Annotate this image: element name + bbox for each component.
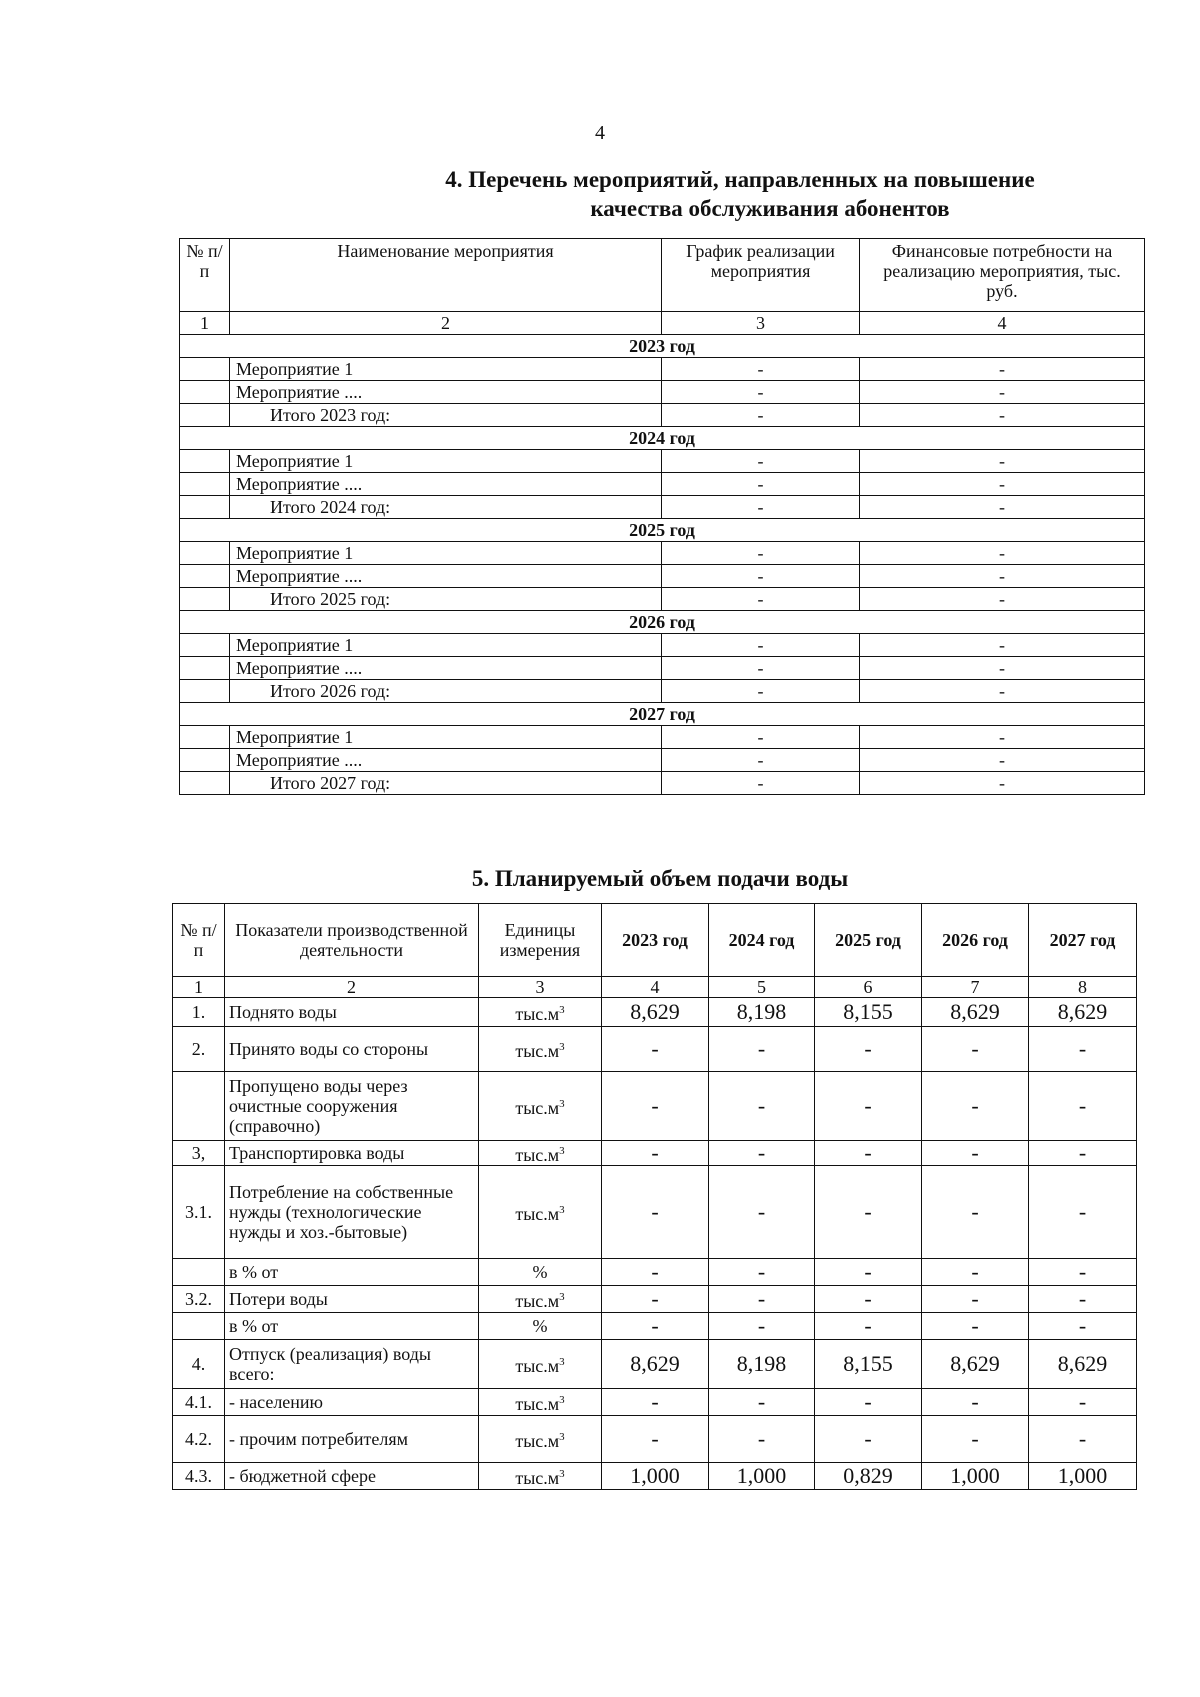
total-label: Итого 2023 год:: [230, 404, 662, 427]
section5-title: 5. Планируемый объем подачи воды: [471, 866, 849, 891]
value-2024: 1,000: [709, 1463, 815, 1490]
indicator-name: Транспортировка воды: [225, 1141, 479, 1166]
unit-text: тыс.м: [515, 1145, 560, 1165]
unit-cell: [479, 1463, 602, 1490]
col-num-6: 6: [815, 977, 922, 998]
header-year-2025: 2025 год: [815, 904, 922, 977]
header-schedule: График реализации мероприятия: [662, 239, 860, 312]
finance-value: -: [860, 588, 1145, 611]
measure-row: [180, 565, 1145, 588]
row-num: [180, 680, 230, 703]
table-row: [173, 1027, 1137, 1072]
value-2027: -: [1029, 1286, 1137, 1313]
row-num: [180, 726, 230, 749]
row-num: 4.3.: [173, 1463, 225, 1490]
table-row: [173, 1166, 1137, 1259]
measures-table-header: [180, 239, 1145, 312]
col-num-4: 4: [602, 977, 709, 998]
col-num-1: 1: [173, 977, 225, 998]
value-2025: -: [815, 1313, 922, 1340]
value-2025: -: [815, 1072, 922, 1141]
value-2025: -: [815, 1259, 922, 1286]
year-label: 2027 год: [180, 703, 1145, 726]
row-num: [180, 634, 230, 657]
value-2025: -: [815, 1389, 922, 1416]
measure-row: [180, 381, 1145, 404]
value-2023: -: [602, 1286, 709, 1313]
row-num: 3.1.: [173, 1166, 225, 1259]
row-num: [180, 588, 230, 611]
finance-value: -: [860, 473, 1145, 496]
value-2023: -: [602, 1389, 709, 1416]
table-row: [173, 1072, 1137, 1141]
table-row: [173, 1259, 1137, 1286]
row-num: 1.: [173, 998, 225, 1027]
value-2023: -: [602, 1166, 709, 1259]
finance-value: -: [860, 496, 1145, 519]
finance-value: -: [860, 565, 1145, 588]
row-num: [180, 358, 230, 381]
unit-superscript: 3: [559, 1468, 565, 1480]
value-2024: -: [709, 1166, 815, 1259]
indicator-name: Поднято воды: [225, 998, 479, 1027]
schedule-value: -: [662, 680, 860, 703]
value-2023: -: [602, 1313, 709, 1340]
indicator-name: Потери воды: [225, 1286, 479, 1313]
measure-name: Мероприятие 1: [230, 634, 662, 657]
unit-cell: [479, 1072, 602, 1141]
value-2027: 8,629: [1029, 1340, 1137, 1389]
unit-text: тыс.м: [515, 1004, 560, 1024]
schedule-value: -: [662, 381, 860, 404]
measure-row: [180, 657, 1145, 680]
value-2024: -: [709, 1027, 815, 1072]
row-num: [180, 450, 230, 473]
year-label: 2026 год: [180, 611, 1145, 634]
value-2025: -: [815, 1416, 922, 1463]
row-num: [180, 381, 230, 404]
unit-cell: [479, 1286, 602, 1313]
measure-row: [180, 496, 1145, 519]
unit-superscript: 3: [559, 1431, 565, 1443]
finance-value: -: [860, 381, 1145, 404]
total-label: Итого 2027 год:: [230, 772, 662, 795]
schedule-value: -: [662, 565, 860, 588]
value-2023: -: [602, 1259, 709, 1286]
finance-value: -: [860, 542, 1145, 565]
year-label: 2023 год: [180, 335, 1145, 358]
schedule-value: -: [662, 726, 860, 749]
header-name: Наименование мероприятия: [230, 239, 662, 312]
finance-value: -: [860, 680, 1145, 703]
row-num: [173, 1259, 225, 1286]
table-row: [173, 1313, 1137, 1340]
row-num: 4.1.: [173, 1389, 225, 1416]
finance-value: -: [860, 404, 1145, 427]
table-row: [173, 1463, 1137, 1490]
schedule-value: -: [662, 634, 860, 657]
schedule-value: -: [662, 496, 860, 519]
value-2027: -: [1029, 1389, 1137, 1416]
header-unit: Единицы измерения: [479, 904, 602, 977]
schedule-value: -: [662, 450, 860, 473]
schedule-value: -: [662, 749, 860, 772]
value-2024: -: [709, 1259, 815, 1286]
value-2027: -: [1029, 1313, 1137, 1340]
row-num: 2.: [173, 1027, 225, 1072]
value-2025: -: [815, 1286, 922, 1313]
schedule-value: -: [662, 542, 860, 565]
schedule-value: -: [662, 657, 860, 680]
unit-cell: [479, 998, 602, 1027]
value-2024: -: [709, 1389, 815, 1416]
page-number: 4: [595, 122, 605, 144]
total-label: Итого 2025 год:: [230, 588, 662, 611]
measure-name: Мероприятие ....: [230, 657, 662, 680]
finance-value: -: [860, 726, 1145, 749]
measure-row: [180, 749, 1145, 772]
col-num-4: 4: [860, 312, 1145, 335]
measure-name: Мероприятие 1: [230, 542, 662, 565]
unit-superscript: 3: [559, 1145, 565, 1157]
value-2027: 8,629: [1029, 998, 1137, 1027]
col-num-2: 2: [230, 312, 662, 335]
finance-value: -: [860, 657, 1145, 680]
table-row: [173, 1389, 1137, 1416]
header-year-2023: 2023 год: [602, 904, 709, 977]
value-2023: 8,629: [602, 998, 709, 1027]
year-row: [180, 335, 1145, 358]
measure-name: Мероприятие ....: [230, 381, 662, 404]
value-2026: -: [922, 1389, 1029, 1416]
unit-text: тыс.м: [515, 1041, 560, 1061]
schedule-value: -: [662, 473, 860, 496]
indicator-name: Отпуск (реализация) воды всего:: [225, 1340, 479, 1389]
measure-row: [180, 726, 1145, 749]
measure-row: [180, 542, 1145, 565]
finance-value: -: [860, 358, 1145, 381]
unit-text: тыс.м: [515, 1204, 560, 1224]
unit-cell: %: [479, 1259, 602, 1286]
value-2023: 8,629: [602, 1340, 709, 1389]
col-num-5: 5: [709, 977, 815, 998]
indicator-name: - населению: [225, 1389, 479, 1416]
value-2027: -: [1029, 1166, 1137, 1259]
measure-name: Мероприятие ....: [230, 565, 662, 588]
value-2023: -: [602, 1416, 709, 1463]
indicator-name: Принято воды со стороны: [225, 1027, 479, 1072]
row-num: [180, 496, 230, 519]
section4-title: [330, 165, 1150, 223]
value-2025: -: [815, 1166, 922, 1259]
measure-row: [180, 404, 1145, 427]
measure-row: [180, 473, 1145, 496]
value-2027: -: [1029, 1416, 1137, 1463]
measure-row: [180, 634, 1145, 657]
row-num: [180, 772, 230, 795]
unit-text: тыс.м: [515, 1356, 560, 1376]
value-2025: -: [815, 1027, 922, 1072]
water-supply-table: [172, 903, 1137, 1490]
section4-title-line1: 4. Перечень мероприятий, направленных на повышение: [445, 167, 1035, 192]
unit-superscript: 3: [559, 1204, 565, 1216]
value-2024: -: [709, 1072, 815, 1141]
water-table-header: [173, 904, 1137, 977]
row-num: [180, 565, 230, 588]
value-2026: 8,629: [922, 1340, 1029, 1389]
header-year-2026: 2026 год: [922, 904, 1029, 977]
value-2027: -: [1029, 1027, 1137, 1072]
year-label: 2024 год: [180, 427, 1145, 450]
value-2026: -: [922, 1141, 1029, 1166]
measure-name: Мероприятие 1: [230, 450, 662, 473]
value-2024: 8,198: [709, 1340, 815, 1389]
measure-name: Мероприятие 1: [230, 358, 662, 381]
value-2026: -: [922, 1027, 1029, 1072]
unit-cell: [479, 1141, 602, 1166]
unit-superscript: 3: [559, 1291, 565, 1303]
value-2025: 0,829: [815, 1463, 922, 1490]
unit-cell: [479, 1027, 602, 1072]
row-num: 4.2.: [173, 1416, 225, 1463]
unit-text: тыс.м: [515, 1098, 560, 1118]
unit-cell: [479, 1416, 602, 1463]
measure-name: Мероприятие ....: [230, 749, 662, 772]
unit-superscript: 3: [559, 1098, 565, 1110]
row-num: [173, 1072, 225, 1141]
indicator-name: - прочим потребителям: [225, 1416, 479, 1463]
value-2025: -: [815, 1141, 922, 1166]
header-year-2027: 2027 год: [1029, 904, 1137, 977]
table-row: [173, 1416, 1137, 1463]
measure-row: [180, 358, 1145, 381]
row-num: 3,: [173, 1141, 225, 1166]
indicator-name: в % от: [225, 1259, 479, 1286]
value-2024: -: [709, 1416, 815, 1463]
unit-superscript: 3: [559, 1356, 565, 1368]
total-label: Итого 2026 год:: [230, 680, 662, 703]
unit-text: тыс.м: [515, 1291, 560, 1311]
unit-superscript: 3: [559, 1004, 565, 1016]
value-2026: -: [922, 1072, 1029, 1141]
measures-table: [179, 238, 1145, 795]
schedule-value: -: [662, 404, 860, 427]
unit-superscript: 3: [559, 1394, 565, 1406]
value-2026: -: [922, 1416, 1029, 1463]
value-2025: 8,155: [815, 998, 922, 1027]
row-num: [180, 473, 230, 496]
measure-row: [180, 772, 1145, 795]
table-row: [173, 1286, 1137, 1313]
value-2024: 8,198: [709, 998, 815, 1027]
header-num: № п/п: [180, 239, 230, 312]
row-num: 3.2.: [173, 1286, 225, 1313]
row-num: [173, 1313, 225, 1340]
col-num-3: 3: [662, 312, 860, 335]
value-2023: -: [602, 1027, 709, 1072]
measure-name: Мероприятие 1: [230, 726, 662, 749]
year-label: 2025 год: [180, 519, 1145, 542]
value-2027: -: [1029, 1141, 1137, 1166]
value-2027: 1,000: [1029, 1463, 1137, 1490]
section4-title-line2: качества обслуживания абонентов: [590, 196, 950, 221]
value-2027: -: [1029, 1259, 1137, 1286]
value-2023: -: [602, 1141, 709, 1166]
value-2026: 1,000: [922, 1463, 1029, 1490]
header-finance: Финансовые потребности на реализацию мероприятия, тыс. руб.: [860, 239, 1145, 312]
measure-row: [180, 680, 1145, 703]
value-2023: -: [602, 1072, 709, 1141]
value-2027: -: [1029, 1072, 1137, 1141]
year-row: [180, 427, 1145, 450]
column-numbers-row: [180, 312, 1145, 335]
value-2026: -: [922, 1286, 1029, 1313]
value-2026: -: [922, 1166, 1029, 1259]
measure-row: [180, 450, 1145, 473]
value-2024: -: [709, 1141, 815, 1166]
finance-value: -: [860, 749, 1145, 772]
finance-value: -: [860, 634, 1145, 657]
unit-text: тыс.м: [515, 1394, 560, 1414]
value-2026: -: [922, 1313, 1029, 1340]
value-2023: 1,000: [602, 1463, 709, 1490]
unit-text: тыс.м: [515, 1468, 560, 1488]
measure-name: Мероприятие ....: [230, 473, 662, 496]
column-numbers-row: [173, 977, 1137, 998]
measure-row: [180, 588, 1145, 611]
row-num: [180, 749, 230, 772]
value-2026: -: [922, 1259, 1029, 1286]
unit-cell: [479, 1389, 602, 1416]
header-indicator: Показатели производственной деятельности: [225, 904, 479, 977]
finance-value: -: [860, 450, 1145, 473]
indicator-name: в % от: [225, 1313, 479, 1340]
schedule-value: -: [662, 588, 860, 611]
unit-cell: %: [479, 1313, 602, 1340]
water-table-body: [173, 998, 1137, 1490]
year-row: [180, 611, 1145, 634]
unit-superscript: 3: [559, 1041, 565, 1053]
col-num-1: 1: [180, 312, 230, 335]
unit-cell: [479, 1166, 602, 1259]
header-num: № п/п: [173, 904, 225, 977]
schedule-value: -: [662, 772, 860, 795]
col-num-7: 7: [922, 977, 1029, 998]
table-row: [173, 1141, 1137, 1166]
indicator-name: Потребление на собственные нужды (технологические нужды и хоз.-бытовые): [225, 1166, 479, 1259]
header-year-2024: 2024 год: [709, 904, 815, 977]
value-2024: -: [709, 1286, 815, 1313]
unit-cell: [479, 1340, 602, 1389]
row-num: 4.: [173, 1340, 225, 1389]
col-num-2: 2: [225, 977, 479, 998]
row-num: [180, 657, 230, 680]
table-row: [173, 1340, 1137, 1389]
value-2024: -: [709, 1313, 815, 1340]
indicator-name: - бюджетной сфере: [225, 1463, 479, 1490]
unit-text: тыс.м: [515, 1431, 560, 1451]
total-label: Итого 2024 год:: [230, 496, 662, 519]
value-2025: 8,155: [815, 1340, 922, 1389]
col-num-3: 3: [479, 977, 602, 998]
value-2026: 8,629: [922, 998, 1029, 1027]
year-row: [180, 519, 1145, 542]
measures-table-body: [180, 335, 1145, 795]
year-row: [180, 703, 1145, 726]
row-num: [180, 542, 230, 565]
col-num-8: 8: [1029, 977, 1137, 998]
schedule-value: -: [662, 358, 860, 381]
table-row: [173, 998, 1137, 1027]
indicator-name: Пропущено воды через очистные сооружения (справочно): [225, 1072, 479, 1141]
row-num: [180, 404, 230, 427]
finance-value: -: [860, 772, 1145, 795]
